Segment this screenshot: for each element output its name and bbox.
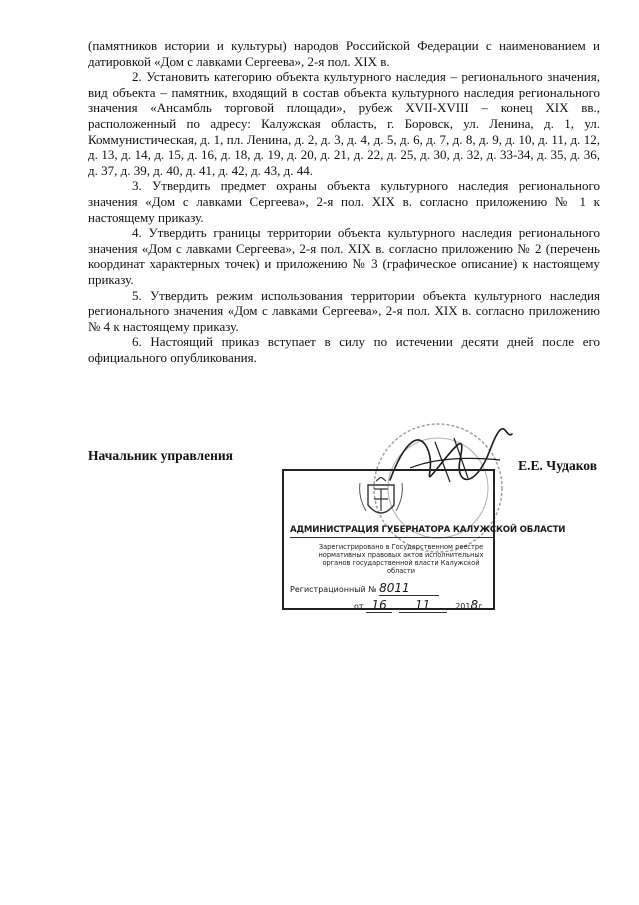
signatory-title: Начальник управления	[88, 448, 233, 463]
paragraph: 2. Установить категорию объекта культурного наследия – регионального значения, вид объекта – памятник, входящий в состав объекта культурного наследия регионального значения «Ансамбль торговой площади», рубеж XVII-XVIII – конец XIX вв., расположенный по адресу: Калужская область, г. Боровск, ул. Ленина, д. 1, ул. Коммунистическая, д. 1, пл. Ленина, д. 2, д. 3, д. 4, д. 5, д. 6, д. 7, д. 8, д. 9, д. 10, д. 11, д. 12, д. 13, д. 14, д. 15, д. 16, д. 18, д. 19, д. 20, д. 21, д. 22, д. 25, д. 30, д. 32, д. 33-34, д. 35, д. 36, д. 37, д. 39, д. 40, д. 41, д. 42, д. 43, д. 44.	[88, 69, 600, 178]
stamp-organization: АДМИНИСТРАЦИЯ ГУБЕРНАТОРА КАЛУЖСКОЙ ОБЛАСТИ	[290, 525, 495, 538]
stamp-date-year-prefix: 201	[455, 602, 471, 611]
stamp-date-prefix: от	[354, 602, 364, 611]
order-body	[88, 38, 600, 365]
stamp-reg-number: 8011	[379, 581, 439, 596]
paragraph: 6. Настоящий приказ вступает в силу по истечении десяти дней после его официального опубликования.	[88, 334, 600, 365]
stamp-date-year-suffix: 8	[470, 598, 479, 612]
stamp-date-month: 11	[399, 598, 447, 613]
stamp-date-day: 16	[366, 598, 392, 613]
registration-stamp	[282, 469, 566, 612]
paragraph: (памятников истории и культуры) народов Российской Федерации с наименованием и датировкой «Дом с лавками Сергеева», 2-я пол. XIX в.	[88, 38, 600, 69]
stamp-reg-label: Регистрационный №	[290, 585, 377, 594]
signatory-name: Е.Е. Чудаков	[518, 458, 597, 473]
paragraph: 4. Утвердить границы территории объекта культурного наследия регионального значения «Дом с лавками Сергеева», 2-я пол. XIX в. согласно приложению № 2 (перечень координат характерных точек) и приложению № 3 (графическое описание) к настоящему приказу.	[88, 225, 600, 287]
stamp-date-suffix: г.	[478, 602, 485, 611]
paragraph: 5. Утвердить режим использования территории объекта культурного наследия регионального значения «Дом с лавками Сергеева», 2-я пол. XIX в. согласно приложению № 4 к настоящему приказу.	[88, 287, 600, 334]
paragraph: 3. Утвердить предмет охраны объекта культурного наследия регионального значения «Дом с лавками Сергеева», 2-я пол. XIX в. согласно приложению № 1 к настоящему приказу.	[88, 178, 600, 225]
coat-of-arms-icon	[356, 477, 406, 523]
stamp-subtitle: Зарегистрировано в Государственном реестре нормативных правовых актов исполнительных органов государственной власти Калужской области	[318, 543, 484, 575]
stamp-registration-line	[290, 581, 439, 596]
stamp-date-line	[354, 598, 485, 613]
